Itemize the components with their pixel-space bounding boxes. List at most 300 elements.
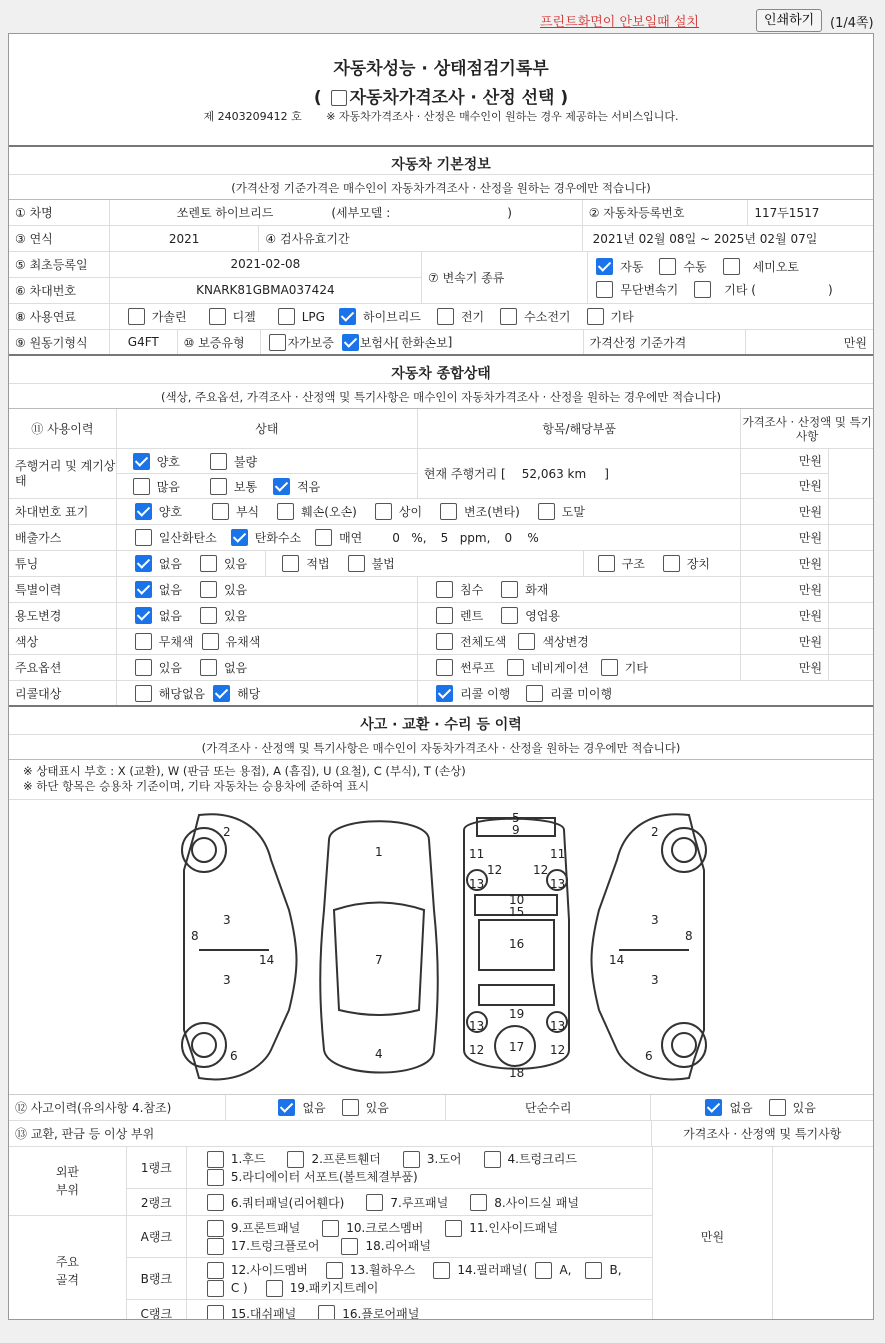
part-sidesill-label: 8.사이드실 패널	[494, 1195, 580, 1210]
part-label-5: 5	[512, 811, 520, 825]
paren-open: (	[313, 88, 322, 108]
recall-na-checkbox[interactable]	[135, 685, 152, 702]
part-label-11-right: 11	[550, 847, 566, 861]
options-sunroof-label: 썬루프	[460, 661, 495, 675]
part-rear-panel-label: 18.리어패널	[365, 1239, 431, 1253]
gas-hc-checkbox[interactable]	[231, 529, 248, 546]
part-label-4: 4	[375, 1047, 383, 1061]
simple-repair-label: 단순수리	[446, 1095, 651, 1120]
engine-label: ⑨ 원동기형식	[9, 330, 110, 354]
left-side-car-body	[184, 814, 297, 1079]
fuel-electric-checkbox[interactable]	[437, 308, 454, 325]
fuel-electric-label: 전기	[460, 310, 485, 324]
part-hood-checkbox[interactable]	[207, 1151, 224, 1168]
fuel-diesel-label: 디젤	[232, 310, 256, 324]
inspect-label: ④ 검사유효기간	[259, 226, 582, 251]
row-car-name	[9, 200, 873, 226]
tuning-yes-checkbox[interactable]	[200, 555, 217, 572]
special-flood-checkbox[interactable]	[436, 581, 453, 598]
part-label-3-left-front: 3	[223, 913, 231, 927]
accident-none-checkbox[interactable]	[278, 1099, 295, 1116]
head-item: 항목/해당부품	[418, 409, 741, 448]
row-usage	[9, 603, 873, 629]
parts-price-unit: 만원	[653, 1147, 773, 1320]
part-label-11-left: 11	[469, 847, 485, 861]
recall-label: 리콜대상	[9, 681, 117, 705]
insurer-label: 보험사[	[359, 335, 400, 350]
color-full-paint-checkbox[interactable]	[436, 633, 453, 650]
part-dash-panel-checkbox[interactable]	[207, 1305, 224, 1321]
special-yes-label: 있음	[223, 583, 248, 597]
part-label-13-rear-right: 13	[550, 1019, 566, 1033]
part-label-2-right: 2	[651, 825, 659, 839]
mileage-unit-2: 만원	[798, 479, 822, 493]
basic-info-subtitle: (가격산정 기준가격은 매수인이 자동차가격조사 · 산정을 원하는 경우에만 적습니다)	[231, 181, 651, 195]
status-title: 자동차 종합상태	[9, 356, 873, 384]
options-label: 주요옵션	[9, 655, 117, 680]
trans-auto-checkbox[interactable]	[596, 258, 613, 275]
pillar-a-label: A,	[559, 1263, 572, 1277]
part-front-panel-label: 9.프론트패널	[230, 1221, 301, 1235]
fuel-lpg-label: LPG	[301, 309, 325, 324]
frame-group	[9, 1216, 652, 1320]
head-price: 가격조사 · 산정액 및 특기사항	[742, 414, 872, 443]
part-front-panel-checkbox[interactable]	[207, 1220, 224, 1237]
right-front-hub	[672, 838, 696, 862]
detail-model-label: (세부모델 :	[331, 206, 391, 220]
status-subtitle: (색상, 주요옵션, 가격조사 · 산정액 및 특기사항은 매수인이 자동차가격조사 · 산정을 원하는 경우에만 적습니다)	[161, 390, 721, 404]
vin-label: ⑥ 차대번호	[9, 278, 110, 303]
options-no-label: 없음	[223, 661, 248, 675]
row-recall	[9, 681, 873, 707]
tuning-unit: 만원	[741, 551, 829, 576]
left-front-wheel	[182, 828, 226, 872]
car-name-value: 쏘렌토 하이브리드	[176, 206, 274, 220]
simple-yes-label: 있음	[792, 1101, 816, 1115]
rank-c-label: C랭크	[127, 1300, 187, 1320]
trans-cvt-label: 무단변속기	[620, 283, 679, 297]
color-change-label: 색상변경	[542, 635, 589, 649]
frame-label: 주요 골격	[9, 1216, 127, 1320]
options-etc-label: 기타	[624, 661, 648, 675]
page-indicator: (1/4쪽)	[830, 16, 874, 31]
trans-options	[588, 252, 873, 303]
first-reg-value: 2021-02-08	[230, 257, 301, 272]
part-quarter-checkbox[interactable]	[207, 1194, 224, 1211]
vin-value: KNARK81GBMA037424	[196, 283, 335, 298]
car-parts-diagram	[9, 800, 873, 1095]
right-front-wheel	[662, 828, 706, 872]
row-reg-vin	[9, 252, 873, 304]
options-yes-checkbox[interactable]	[135, 659, 152, 676]
insurer-value: 한화손보	[401, 335, 448, 350]
row-options	[9, 655, 873, 681]
row-tuning	[9, 551, 873, 577]
trans-manual-checkbox[interactable]	[659, 258, 676, 275]
usage-label: 용도변경	[9, 603, 117, 628]
part-floor-panel-checkbox[interactable]	[318, 1305, 335, 1321]
options-unit: 만원	[741, 655, 829, 680]
vin-altered-checkbox[interactable]	[440, 503, 457, 520]
usage-none-label: 없음	[158, 609, 182, 623]
print-button[interactable]: 인쇄하기	[756, 9, 822, 32]
row-parts-header	[9, 1121, 873, 1147]
part-package-tray-checkbox[interactable]	[266, 1280, 283, 1297]
tuning-none-label: 없음	[158, 557, 182, 571]
part-label-6-right: 6	[645, 1049, 653, 1063]
right-rear-hub	[672, 1033, 696, 1057]
tuning-none-checkbox[interactable]	[135, 555, 152, 572]
rank-2-items	[187, 1189, 579, 1215]
accident-none-label: 없음	[302, 1101, 326, 1115]
part-trunklid-checkbox[interactable]	[484, 1151, 501, 1168]
part-label-10: 10	[509, 893, 525, 907]
outer-panel-group	[9, 1147, 652, 1216]
fuel-etc-checkbox[interactable]	[587, 308, 604, 325]
part-roof-checkbox[interactable]	[366, 1194, 383, 1211]
year-value: 2021	[110, 226, 260, 251]
trans-semi-checkbox[interactable]	[723, 258, 740, 275]
warranty-insurer-checkbox[interactable]	[342, 334, 359, 351]
vin-diff-checkbox[interactable]	[375, 503, 392, 520]
rank-a-label: A랭크	[127, 1216, 187, 1257]
row-vin-mark	[9, 499, 873, 525]
car-diagram-svg	[9, 800, 874, 1095]
part-sidesill-checkbox[interactable]	[470, 1194, 487, 1211]
vin-rust-checkbox[interactable]	[212, 503, 229, 520]
options-sunroof-checkbox[interactable]	[436, 659, 453, 676]
symbol-note: ※ 상태표시 부호 : X (교환), W (판금 또는 용접), A (흠집), U (요철), C (부식), T (손상)	[23, 764, 466, 778]
gas-smoke-label: 매연	[339, 531, 363, 545]
recall-applicable-label: 해당	[237, 686, 261, 701]
reg-no-value: 117두1517	[754, 206, 820, 220]
engine-value: G4FT	[110, 330, 178, 354]
color-label: 색상	[9, 629, 117, 654]
tuning-struct-label: 구조	[621, 557, 645, 571]
usage-business-label: 영업용	[525, 609, 560, 623]
warranty-self-checkbox[interactable]	[269, 334, 286, 351]
row-accident-history	[9, 1095, 873, 1121]
row-color	[9, 629, 873, 655]
fuel-label: ⑧ 사용연료	[9, 304, 110, 329]
part-label-12-front-left: 12	[487, 863, 503, 877]
accident-yes-label: 있음	[365, 1101, 389, 1115]
pillar-b-checkbox[interactable]	[585, 1262, 602, 1279]
insurer-close: ]	[447, 335, 453, 349]
vin-mark-label: 차대번호 표기	[9, 499, 117, 524]
trans-label: ⑦ 변속기 종류	[422, 252, 588, 303]
part-label-13-rear-left: 13	[469, 1019, 485, 1033]
special-label: 특별이력	[9, 577, 117, 602]
trans-manual-label: 수동	[683, 260, 707, 274]
trans-cvt-checkbox[interactable]	[596, 281, 613, 298]
tuning-illegal-label: 불법	[371, 557, 395, 571]
part-sidemember-checkbox[interactable]	[207, 1262, 224, 1279]
recall-done-label: 리콜 이행	[460, 686, 511, 701]
accident-subtitle: (가격조사 · 산정액 및 특기사항은 매수인이 자동차가격조사 · 산정을 원하는 경우에만 적습니다)	[201, 741, 681, 755]
part-label-14-left: 14	[259, 953, 275, 967]
part-label-9: 9	[512, 823, 520, 837]
gas-co-label: 일산화탄소	[158, 531, 217, 545]
part-label-16: 16	[509, 937, 525, 951]
color-chromatic-checkbox[interactable]	[202, 633, 219, 650]
fuel-gasoline-checkbox[interactable]	[128, 308, 145, 325]
mileage-low-label: 적음	[297, 479, 321, 494]
row-gas	[9, 525, 873, 551]
mileage-value: 52,063 km	[521, 466, 587, 481]
mileage-low-checkbox[interactable]	[273, 478, 290, 495]
mileage-text: 현재 주행거리 [	[423, 467, 506, 481]
standard-note: ※ 하단 항목은 승용차 기준이며, 기타 자동차는 승용차에 준하여 표시	[23, 779, 370, 793]
car-name-label: ① 차명	[9, 200, 110, 225]
outer-panel-label: 외판 부위	[9, 1147, 127, 1215]
special-yes-checkbox[interactable]	[200, 581, 217, 598]
document-meta	[9, 108, 873, 124]
tuning-illegal-checkbox[interactable]	[348, 555, 365, 572]
reg-no-label: ② 자동차등록번호	[583, 200, 749, 225]
recall-not-done-label: 리콜 미이행	[550, 686, 613, 701]
part-door-checkbox[interactable]	[403, 1151, 420, 1168]
rank-1-items	[187, 1147, 577, 1188]
basic-info-title: 자동차 기본정보	[9, 147, 873, 175]
vin-good-checkbox[interactable]	[135, 503, 152, 520]
color-achromatic-label: 무채색	[158, 635, 194, 649]
mileage-many-checkbox[interactable]	[133, 478, 150, 495]
install-print-link[interactable]: 프린트화면이 안보일때 설치	[540, 15, 699, 30]
recall-na-label: 해당없음	[158, 686, 206, 701]
inspection-document	[8, 33, 874, 1320]
vin-rust-label: 부식	[235, 505, 260, 519]
trans-auto-label: 자동	[620, 260, 644, 274]
fuel-hybrid-label: 하이브리드	[362, 310, 421, 324]
recall-done-checkbox[interactable]	[436, 685, 453, 702]
mileage-unit-1: 만원	[741, 449, 828, 474]
fuel-gasoline-label: 가솔린	[151, 310, 187, 324]
warranty-self-label: 자가보증	[287, 335, 334, 350]
price-survey-checkbox[interactable]	[331, 90, 347, 106]
pillar-a-checkbox[interactable]	[535, 1262, 552, 1279]
document-header	[9, 34, 873, 147]
recall-applicable-checkbox[interactable]	[213, 685, 230, 702]
subtitle-text: 자동차가격조사 · 산정 선택	[349, 88, 555, 108]
accident-yes-checkbox[interactable]	[342, 1099, 359, 1116]
tuning-device-checkbox[interactable]	[663, 555, 680, 572]
usage-rent-checkbox[interactable]	[436, 607, 453, 624]
part-label-8-left: 8	[191, 929, 199, 943]
gas-co-checkbox[interactable]	[135, 529, 152, 546]
gas-smoke-checkbox[interactable]	[315, 529, 332, 546]
gas-hc-unit: ppm,	[459, 530, 491, 545]
part-label-12-rear-right: 12	[550, 1043, 566, 1057]
part-label-13-front-right: 13	[550, 877, 566, 891]
part-hood-label: 1.후드	[230, 1152, 266, 1166]
options-etc-checkbox[interactable]	[601, 659, 618, 676]
pillar-c-checkbox[interactable]	[207, 1280, 224, 1297]
accident-notes	[9, 760, 873, 800]
part-door-label: 3.도어	[426, 1152, 462, 1166]
usage-business-checkbox[interactable]	[501, 607, 518, 624]
part-wheelhouse-checkbox[interactable]	[326, 1262, 343, 1279]
row-mileage	[9, 449, 873, 499]
fuel-hybrid-checkbox[interactable]	[339, 308, 356, 325]
gas-label: 배출가스	[9, 525, 117, 550]
part-fender-checkbox[interactable]	[287, 1151, 304, 1168]
special-flood-label: 침수	[460, 583, 484, 597]
mileage-many-label: 많음	[156, 479, 180, 494]
part-radiator-checkbox[interactable]	[207, 1169, 224, 1186]
part-inside-panel-checkbox[interactable]	[445, 1220, 462, 1237]
part-label-6-left: 6	[230, 1049, 238, 1063]
mileage-normal-checkbox[interactable]	[210, 478, 227, 495]
part-wheelhouse-label: 13.휠하우스	[349, 1263, 416, 1277]
inspect-value: 2021년 02월 08일 ~ 2025년 02월 07일	[592, 232, 818, 246]
part-rear-panel-checkbox[interactable]	[341, 1238, 358, 1255]
vin-altered-label: 변조(변타)	[464, 505, 520, 519]
trans-semi-label: 세미오토	[752, 260, 800, 274]
part-package-tray-label: 19.패키지트레이	[289, 1281, 379, 1295]
special-unit: 만원	[741, 577, 829, 602]
left-front-hub	[192, 838, 216, 862]
recall-not-done-checkbox[interactable]	[526, 685, 543, 702]
mileage-good-checkbox[interactable]	[133, 453, 150, 470]
gas-hc-value: 5	[440, 530, 449, 545]
mileage-normal-label: 보통	[233, 479, 258, 494]
mileage-good-label: 양호	[156, 454, 180, 469]
price-unit: 만원	[843, 335, 867, 350]
parts-price-label: 가격조사 · 산정액 및 특기사항	[683, 1127, 842, 1141]
detail-model-close: )	[507, 205, 512, 220]
vin-diff-label: 상이	[398, 505, 423, 519]
accident-header	[9, 707, 873, 760]
header-notice: ※ 자동차가격조사 · 산정은 매수인이 원하는 경우 제공하는 서비스입니다.	[326, 110, 679, 123]
vin-good-label: 양호	[158, 505, 182, 519]
basic-info-header	[9, 147, 873, 200]
rank-1-label: 1랭크	[127, 1147, 187, 1188]
tuning-legal-checkbox[interactable]	[282, 555, 299, 572]
row-engine	[9, 330, 873, 356]
usage-unit: 만원	[741, 603, 829, 628]
gas-smoke-unit: %	[527, 530, 539, 545]
color-change-checkbox[interactable]	[518, 633, 535, 650]
parts-label: ⑬ 교환, 판금 등 이상 부위	[9, 1121, 652, 1146]
fuel-hydrogen-checkbox[interactable]	[500, 308, 517, 325]
part-label-8-right: 8	[685, 929, 693, 943]
pillar-c-label: C )	[230, 1281, 248, 1295]
part-label-3-right-rear: 3	[651, 973, 659, 987]
gas-unit: 만원	[741, 525, 829, 550]
gas-hc-label: 탄화수소	[254, 531, 302, 545]
rank-b-items	[187, 1258, 622, 1299]
mileage-label: 주행거리 및 계기상태	[9, 449, 117, 498]
rank-b-label: B랭크	[127, 1258, 187, 1299]
part-crossmember-label: 10.크로스멤버	[346, 1221, 424, 1235]
vin-damage-label: 훼손(오손)	[301, 505, 357, 519]
part-label-13-front-left: 13	[469, 877, 485, 891]
part-sidemember-label: 12.사이드멤버	[230, 1263, 308, 1277]
usage-none-checkbox[interactable]	[135, 607, 152, 624]
trans-etc-label: 기타 (	[724, 283, 756, 297]
accident-title: 사고 · 교환 · 수리 등 이력	[9, 707, 873, 735]
part-label-7: 7	[375, 953, 383, 967]
options-yes-label: 있음	[158, 661, 182, 675]
part-radiator-label: 5.라디에이터 서포트(볼트체결부품)	[230, 1170, 418, 1184]
options-no-checkbox[interactable]	[200, 659, 217, 676]
warranty-label: ⑩ 보증유형	[178, 330, 262, 354]
tuning-device-label: 장치	[686, 557, 711, 571]
part-pillar-checkbox[interactable]	[433, 1262, 450, 1279]
fuel-diesel-checkbox[interactable]	[209, 308, 226, 325]
status-table-head	[9, 409, 873, 449]
fuel-lpg-checkbox[interactable]	[278, 308, 295, 325]
color-unit: 만원	[741, 629, 829, 654]
color-achromatic-checkbox[interactable]	[135, 633, 152, 650]
part-crossmember-checkbox[interactable]	[322, 1220, 339, 1237]
trans-etc-checkbox[interactable]	[694, 281, 711, 298]
mileage-bad-checkbox[interactable]	[210, 453, 227, 470]
vin-unit: 만원	[741, 499, 829, 524]
part-label-14-right: 14	[609, 953, 625, 967]
special-none-label: 없음	[158, 583, 182, 597]
part-label-12-front-right: 12	[533, 863, 549, 877]
vin-painted-label: 도말	[561, 505, 585, 519]
row-year	[9, 226, 873, 252]
part-roof-label: 7.루프패널	[390, 1195, 449, 1210]
row-special	[9, 577, 873, 603]
part-label-1: 1	[375, 845, 383, 859]
head-usage: ⑪ 사용이력	[9, 409, 117, 448]
special-fire-checkbox[interactable]	[501, 581, 518, 598]
left-rear-hub	[192, 1033, 216, 1057]
part-label-3-left-rear: 3	[223, 973, 231, 987]
part-label-19: 19	[509, 1007, 525, 1021]
part-label-2-left: 2	[223, 825, 231, 839]
top-bar	[0, 8, 885, 34]
special-none-checkbox[interactable]	[135, 581, 152, 598]
usage-yes-checkbox[interactable]	[200, 607, 217, 624]
gas-co-value: 0	[392, 530, 400, 545]
head-state: 상태	[117, 409, 418, 448]
parts-table	[9, 1147, 873, 1320]
right-side-car-body	[592, 814, 705, 1079]
mileage-bad-label: 불량	[233, 454, 258, 469]
part-label-12-rear-left: 12	[469, 1043, 485, 1057]
price-label: 가격산정 기준가격	[584, 330, 747, 354]
part-trunk-floor-label: 17.트렁크플로어	[230, 1239, 320, 1253]
status-header	[9, 356, 873, 409]
vin-damage-checkbox[interactable]	[277, 503, 294, 520]
tuning-struct-checkbox[interactable]	[598, 555, 615, 572]
trans-etc-close: )	[827, 282, 833, 297]
vin-painted-checkbox[interactable]	[538, 503, 555, 520]
accident-history-label: ⑫ 사고이력(유의사항 4.참조)	[9, 1095, 226, 1120]
row-fuel	[9, 304, 873, 330]
simple-yes-checkbox[interactable]	[769, 1099, 786, 1116]
options-nav-checkbox[interactable]	[507, 659, 524, 676]
tuning-legal-label: 적법	[306, 557, 330, 571]
gas-co-unit: %,	[411, 530, 427, 545]
rank-c-items	[187, 1300, 420, 1320]
rank-2-label: 2랭크	[127, 1189, 187, 1215]
part-trunk-floor-checkbox[interactable]	[207, 1238, 224, 1255]
paren-close: )	[560, 88, 569, 108]
simple-none-checkbox[interactable]	[705, 1099, 722, 1116]
record-number: 제 2403209412 호	[203, 110, 302, 123]
gas-smoke-value: 0	[504, 530, 513, 545]
year-label: ③ 연식	[9, 226, 110, 251]
options-nav-label: 네비게이션	[530, 661, 589, 675]
color-chromatic-label: 유채색	[225, 635, 261, 649]
part-label-3-right-front: 3	[651, 913, 659, 927]
